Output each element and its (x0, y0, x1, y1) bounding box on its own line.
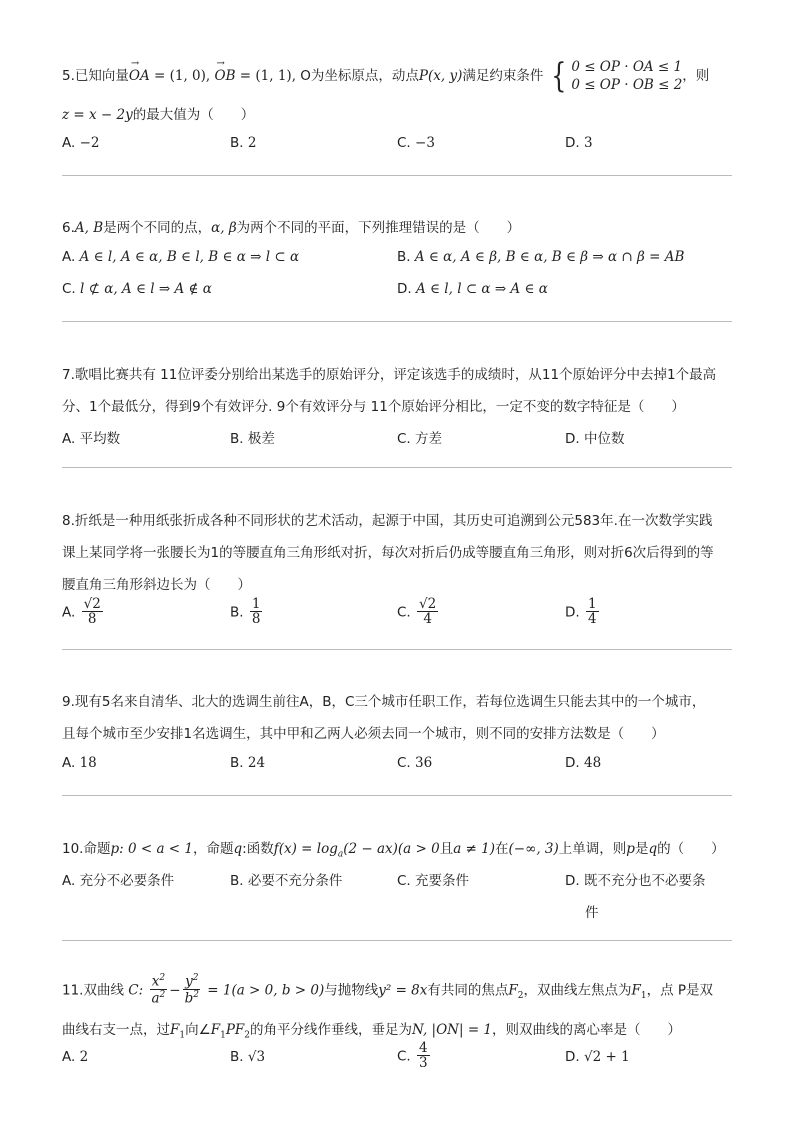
question-8-stem-line3: 腰直角三角形斜边长为（ ） (62, 577, 251, 593)
option-d[interactable]: D. 48 (565, 755, 602, 771)
option-d[interactable]: D. $\frac{1}{4}$ (565, 596, 597, 628)
option-a[interactable]: A. A ∈ l, A ∈ α, B ∈ l, B ∈ α ⇒ l ⊂ α (62, 249, 300, 265)
option-d[interactable]: D. √2 + 1 (565, 1049, 630, 1065)
constraint-1: 0 ≤ OP · OA ≤ 1 (571, 59, 683, 75)
constraint-system: { 0 ≤ OP · OA ≤ 1 0 ≤ OP · OB ≤ 2 (550, 56, 683, 97)
question-11-stem-line1: 11.双曲线 C: $\frac{x^2}{a^2}$ − $\frac{y^2}{b^2}$ = 1(a > 0, b > 0)与抛物线y² = 8x有共同的焦点$F_2$，双曲线左焦点为$F_1$，点 P是双 (62, 973, 714, 1007)
option-b[interactable]: B. 必要不充分条件 (230, 873, 343, 889)
option-a[interactable]: A. $\frac{√2}{8}$ (62, 596, 101, 628)
question-11-stem-line2: 曲线右支一点，过$F_1$向$\angle F_1PF_2$的角平分线作垂线，垂足为N, |ON| = 1，则双曲线的离心率是（ ） (62, 1022, 682, 1041)
option-a[interactable]: A. 充分不必要条件 (62, 873, 175, 889)
divider (62, 940, 732, 941)
question-10-stem: 10.命题p: 0 < a < 1，命题q:函数$f(x) = \log_a(2 - ax)(a > 0$且a ≠ 1)在(−∞, 3)上单调，则p是q的（ ） (62, 841, 725, 860)
question-8-stem-line2: 课上某同学将一张腰长为1的等腰直角三角形纸对折，每次对折后仍成等腰直角三角形，则对折6次后得到的等 (62, 545, 714, 561)
option-c[interactable]: C. $\frac{√2}{4}$ (397, 596, 437, 628)
option-b[interactable]: B. √3 (230, 1049, 266, 1065)
question-9-stem-line2: 且每个城市至少安排1名选调生，其中甲和乙两人必须去同一个城市，则不同的安排方法数是（ ） (62, 726, 665, 742)
question-8-stem-line1: 8.折纸是一种用纸张折成各种不同形状的艺术活动，起源于中国，其历史可追溯到公元583年.在一次数学实践 (62, 513, 713, 529)
option-d[interactable]: D. 3 (565, 135, 593, 151)
option-d[interactable]: D. 中位数 (565, 431, 625, 447)
option-b[interactable]: B. 2 (230, 135, 257, 151)
option-d-wrap: 件 (585, 905, 599, 921)
divider (62, 649, 732, 650)
option-b[interactable]: B. 24 (230, 755, 266, 771)
divider (62, 795, 732, 796)
option-c[interactable]: C. 36 (397, 755, 433, 771)
option-d[interactable]: D. 既不充分也不必要条 (565, 873, 706, 889)
question-7-stem-line1: 7.歌唱比赛共有 11位评委分别给出某选手的原始评分，评定该选手的成绩时，从11个原始评分中去掉1个最高 (62, 367, 717, 383)
option-c[interactable]: C. −3 (397, 135, 435, 151)
question-9-stem-line1: 9.现有5名来自清华、北大的选调生前往A，B，C三个城市任职工作，若每位选调生只能去其中的一个城市， (62, 694, 706, 710)
option-a[interactable]: A. −2 (62, 135, 100, 151)
option-d[interactable]: D. A ∈ l, l ⊂ α ⇒ A ∈ α (397, 281, 548, 297)
question-5-stem-line2: z = x − 2y的最大值为（ ） (62, 107, 255, 123)
question-5-stem-line1: 5.已知向量OA → = (1, 0), OB → = (1, 1), O为坐标原点，动点P(x, y)满足约束条件 { 0 ≤ OP · OA ≤ 1 0 ≤ OP · OB ≤ 2 ，则 (62, 58, 709, 94)
option-a[interactable]: A. 18 (62, 755, 97, 771)
option-b[interactable]: B. $\frac{1}{8}$ (230, 596, 261, 628)
divider (62, 321, 732, 322)
option-b[interactable]: B. 极差 (230, 431, 275, 447)
option-c[interactable]: C. 充要条件 (397, 873, 470, 889)
option-b[interactable]: B. A ∈ α, A ∈ β, B ∈ α, B ∈ β ⇒ α ∩ β = AB (397, 249, 685, 265)
option-c[interactable]: C. 方差 (397, 431, 443, 447)
divider (62, 175, 732, 176)
option-c[interactable]: C. $\frac{4}{3}$ (397, 1040, 428, 1072)
divider (62, 467, 732, 468)
constraint-2: 0 ≤ OP · OB ≤ 2 (571, 77, 683, 94)
option-a[interactable]: A. 2 (62, 1049, 89, 1065)
question-7-stem-line2: 分、1个最低分，得到9个有效评分. 9个有效评分与 11个原始评分相比，一定不变的数字特征是（ ） (62, 399, 685, 415)
option-c[interactable]: C. l ⊄ α, A ∈ l ⇒ A ∉ α (62, 281, 212, 297)
question-6-stem: 6.A, B是两个不同的点，α, β为两个不同的平面，下列推理错误的是（ ） (62, 220, 521, 236)
option-a[interactable]: A. 平均数 (62, 431, 121, 447)
